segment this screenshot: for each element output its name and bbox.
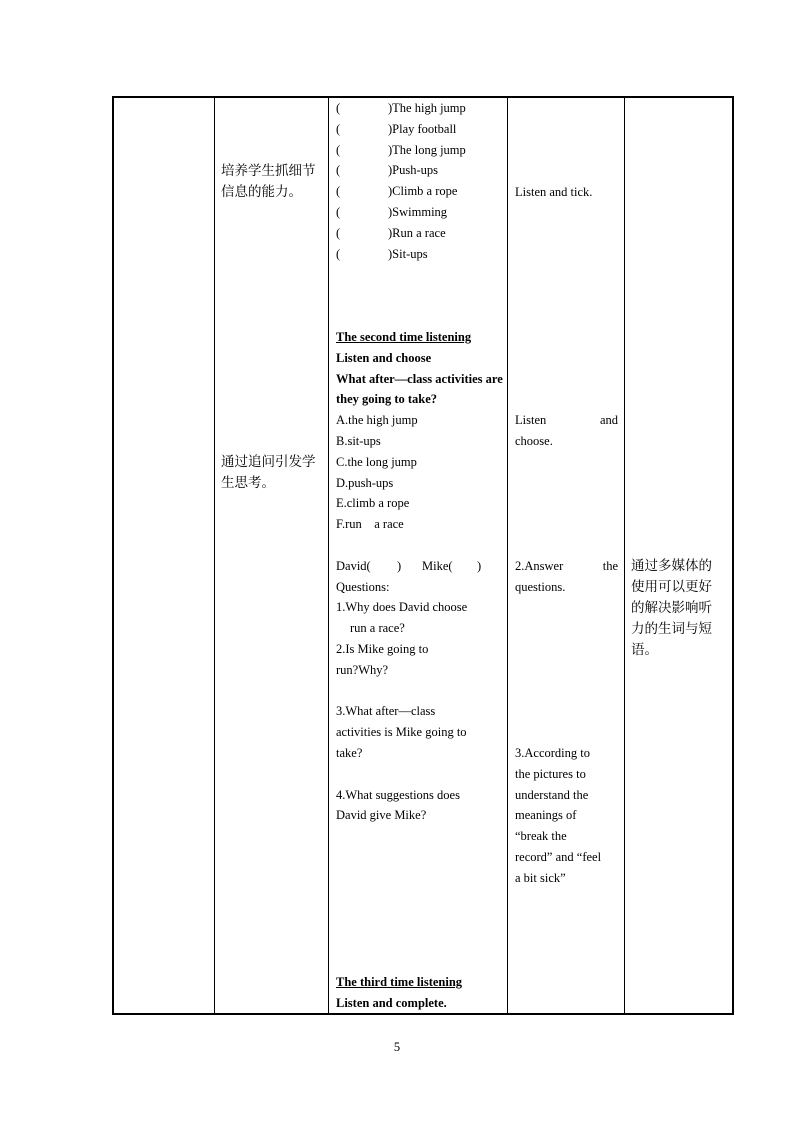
second-listening-block [336,327,504,826]
tick-item: ( )The long jump [336,142,466,157]
column-divider-4 [624,97,625,1014]
question-2-cont: run?Why? [336,662,389,677]
option-item: C.the long jump [336,454,417,469]
tick-list [336,98,504,264]
tick-item: ( )The high jump [336,101,466,115]
answer-questions-activity: 2.Answer the questions. [515,559,618,594]
column-divider-1 [214,97,215,1014]
tick-item: ( )Run a race [336,225,446,240]
third-listening-heading: The third time listening [336,975,463,989]
listen-and-choose-activity: Listen and choose. [515,413,618,448]
tick-item: ( )Push-ups [336,163,439,178]
table-left-border [112,97,114,1014]
question-3: 3.What after—class [336,704,436,719]
purpose-note-thinking: 通过追问引发学生思考。 [221,454,316,491]
question-3-cont: activities is Mike going to [336,725,467,740]
question-2: 2.Is Mike going to [336,641,429,656]
david-mike-line: David( ) Mike( ) [336,558,482,573]
questions-label: Questions: [336,579,390,594]
question-1-cont: run a race? [350,621,405,636]
third-listening-block [336,972,504,1014]
option-item: F.run a race [336,517,404,532]
question-3-end: take? [336,745,363,760]
listen-and-choose-label: Listen and choose [336,350,432,365]
listen-and-complete-label: Listen and complete. [336,995,447,1010]
tick-item: ( )Sit-ups [336,246,428,261]
option-item: B.sit-ups [336,433,381,448]
tick-item: ( )Swimming [336,204,448,219]
tick-item: ( )Play football [336,121,457,136]
choose-question: What after—class activities are they going to take? [336,371,503,407]
option-item: D.push-ups [336,475,394,490]
page-number: 5 [393,1040,401,1054]
table-right-border [732,97,734,1014]
listen-and-tick: Listen and tick. [515,185,593,199]
column-divider-2 [328,97,329,1014]
option-item: A.the high jump [336,413,418,428]
column-divider-3 [507,97,508,1014]
tick-item: ( )Climb a rope [336,184,458,199]
second-listening-heading: The second time listening [336,330,472,344]
question-1: 1.Why does David choose [336,600,468,615]
purpose-note-details: 培养学生抓细节信息的能力。 [221,163,316,200]
according-to-pictures-activity: 3.According to the pictures to understand the meanings of “break the record” and “feel a bit sick” [515,746,602,885]
question-4: 4.What suggestions does [336,787,460,802]
option-item: E.climb a rope [336,496,410,511]
question-4-cont: David give Mike? [336,808,427,823]
multimedia-note: 通过多媒体的 使用可以更好 的解决影响听 力的生词与短 语。 [631,558,712,658]
